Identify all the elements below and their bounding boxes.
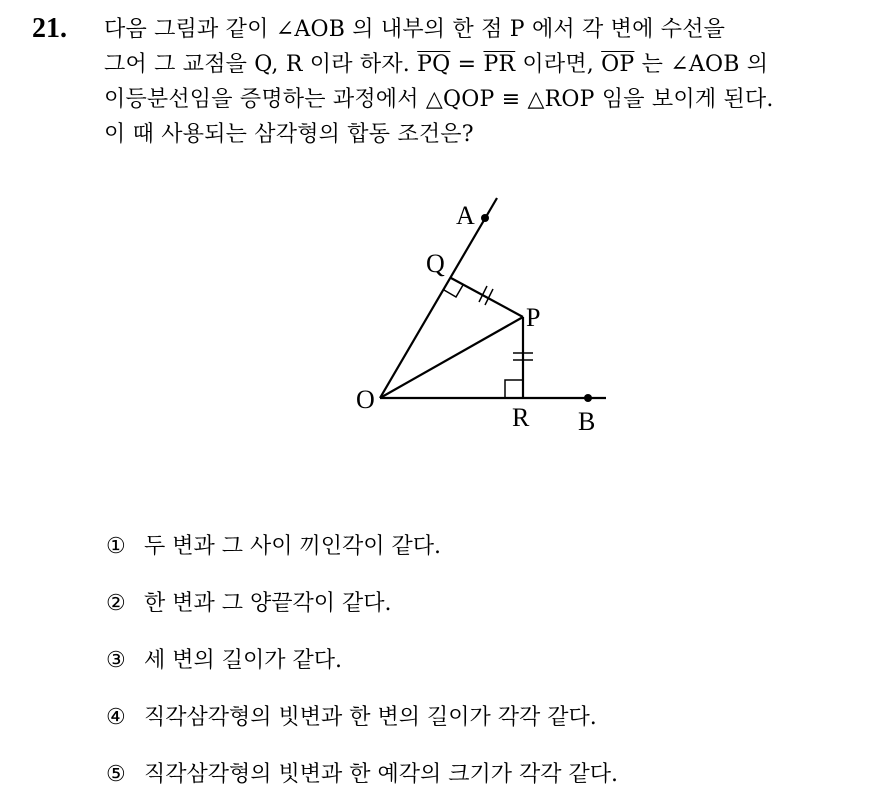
stem-line-2-c: 는 ∠AOB 의 xyxy=(634,52,769,77)
label-a: A xyxy=(456,201,475,230)
answer-choices xyxy=(106,525,866,810)
label-q: Q xyxy=(426,249,445,278)
segment-op-line xyxy=(380,317,523,398)
label-b: B xyxy=(578,407,596,436)
segment-pr: $\overline{PR}$ xyxy=(483,52,516,77)
segment-pq: $\overline{PQ}$ xyxy=(417,52,451,77)
choice-3-text: 세 변의 길이가 같다. xyxy=(144,648,342,673)
choice-2-marker: ② xyxy=(106,591,126,616)
right-angle-mark-q xyxy=(444,285,463,297)
choice-4[interactable] xyxy=(106,696,866,753)
choice-4-text: 직각삼각형의 빗변과 한 변의 길이가 각각 같다. xyxy=(144,705,597,730)
right-angle-mark-r xyxy=(505,380,523,398)
angle-bisector-figure xyxy=(340,190,620,440)
point-a xyxy=(481,214,489,222)
choice-4-marker: ④ xyxy=(106,705,126,730)
choice-1-text: 두 변과 그 사이 끼인각이 같다. xyxy=(144,534,441,559)
choice-2-text: 한 변과 그 양끝각이 같다. xyxy=(144,591,392,616)
figure-svg xyxy=(340,190,620,440)
stem-line-2-a: 그어 그 교점을 Q, R 이라 하자. xyxy=(104,52,418,77)
choice-3-marker: ③ xyxy=(106,648,126,673)
label-p: P xyxy=(526,303,541,332)
stem-line-2-b: 이라면, xyxy=(515,52,602,77)
label-o: O xyxy=(356,385,375,414)
equals-sign: = xyxy=(450,52,484,77)
choice-1[interactable] xyxy=(106,525,866,582)
choice-3[interactable] xyxy=(106,639,866,696)
segment-qp-line xyxy=(451,278,523,317)
question-stem xyxy=(104,12,864,152)
choice-5-marker: ⑤ xyxy=(106,762,126,787)
choice-5[interactable] xyxy=(106,753,866,810)
point-b xyxy=(584,394,592,402)
label-r: R xyxy=(512,403,530,432)
choice-5-text: 직각삼각형의 빗변과 한 예각의 크기가 각각 같다. xyxy=(144,762,618,787)
question-number: 21. xyxy=(32,13,67,44)
ray-oa xyxy=(380,198,497,398)
stem-line-3: 이등분선임을 증명하는 과정에서 △QOP ≡ △ROP 임을 보이게 된다. xyxy=(104,87,774,112)
stem-line-4: 이 때 사용되는 삼각형의 합동 조건은? xyxy=(104,122,474,147)
stem-line-2 xyxy=(104,47,864,82)
choice-2[interactable] xyxy=(106,582,866,639)
segment-op: $\overline{OP}$ xyxy=(601,52,635,77)
stem-line-1: 다음 그림과 같이 ∠AOB 의 내부의 한 점 P 에서 각 변에 수선을 xyxy=(104,17,726,42)
choice-1-marker: ① xyxy=(106,534,126,559)
